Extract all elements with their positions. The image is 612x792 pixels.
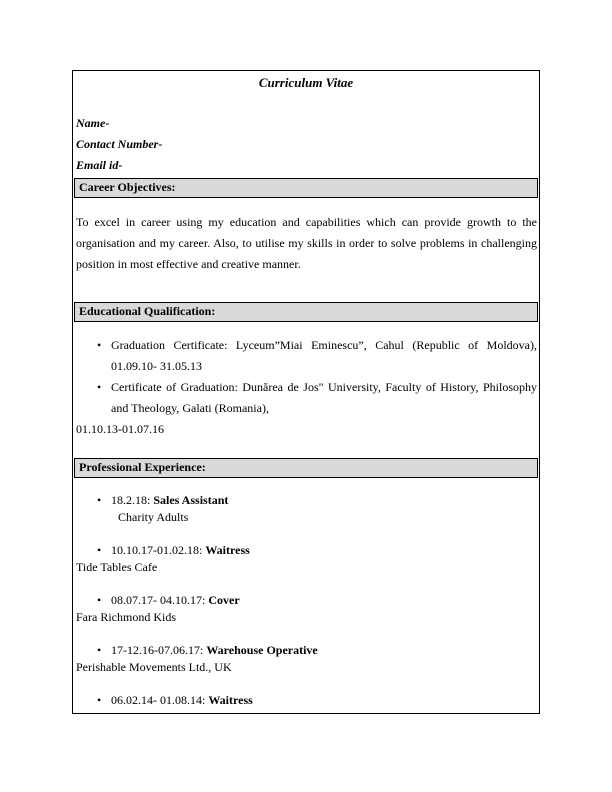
experience-role: Cover	[208, 593, 240, 607]
experience-role: Sales Assistant	[153, 493, 229, 507]
education-item-text: Graduation Certificate: Lyceum”Miai Eminescu”, Cahul (Republic of Moldova), 01.09.10- 31.05.13	[111, 338, 537, 373]
experience-date: 17-12.16-07.06.17:	[111, 643, 207, 657]
experience-item	[73, 642, 539, 676]
section-header-career-objectives: Career Objectives:	[74, 178, 538, 198]
experience-date: 10.10.17-01.02.18:	[111, 543, 206, 557]
education-list	[73, 335, 537, 440]
bullet-icon: •	[97, 543, 102, 557]
experience-company: Perishable Movements Ltd., UK	[76, 660, 232, 674]
education-item	[73, 335, 537, 377]
document-title: Curriculum Vitae	[258, 75, 354, 90]
education-item	[73, 377, 537, 419]
experience-item	[73, 692, 539, 709]
education-trailing-date: 01.10.13-01.07.16	[76, 422, 164, 436]
bullet-icon: •	[97, 493, 102, 507]
career-objectives-text: To excel in career using my education and capabilities which can provide growth to the organisation and my career. Also, to utilise my skills in order to solve problems in challenging position in most effective and creative manner.	[76, 215, 537, 271]
email-label: Email id-	[76, 158, 123, 172]
experience-entry-line	[73, 642, 539, 659]
experience-company: Charity Adults	[118, 510, 189, 524]
experience-item	[73, 492, 539, 526]
bullet-icon: •	[97, 338, 102, 352]
experience-item	[73, 592, 539, 626]
section-header-education: Educational Qualification:	[74, 302, 538, 322]
bullet-icon: •	[97, 693, 102, 707]
bullet-icon: •	[97, 643, 102, 657]
experience-company: Fara Richmond Kids	[76, 610, 176, 624]
education-item-text: Certificate of Graduation: Dunărea de Jos" University, Faculty of History, Philosophy and Theology, Galati (Romania),	[111, 380, 537, 415]
document-box	[72, 70, 540, 714]
experience-role: Waitress	[205, 543, 250, 557]
experience-item	[73, 542, 539, 576]
contact-number-label: Contact Number-	[76, 137, 163, 151]
experience-entry-line	[73, 692, 539, 709]
experience-company: Tide Tables Cafe	[76, 560, 158, 574]
experience-date: 08.07.17- 04.10.17:	[111, 593, 209, 607]
experience-role: Warehouse Operative	[206, 643, 318, 657]
name-label: Name-	[76, 116, 110, 130]
experience-role: Waitress	[208, 693, 253, 707]
experience-entry-line	[73, 592, 539, 609]
experience-entry-line	[73, 542, 539, 559]
experience-list	[73, 492, 539, 709]
experience-date: 18.2.18:	[111, 493, 154, 507]
experience-date: 06.02.14- 01.08.14:	[111, 693, 209, 707]
experience-entry-line	[73, 492, 539, 509]
contact-block	[76, 113, 539, 176]
bullet-icon: •	[97, 593, 102, 607]
bullet-icon: •	[97, 380, 102, 394]
section-header-experience: Professional Experience:	[74, 458, 538, 478]
